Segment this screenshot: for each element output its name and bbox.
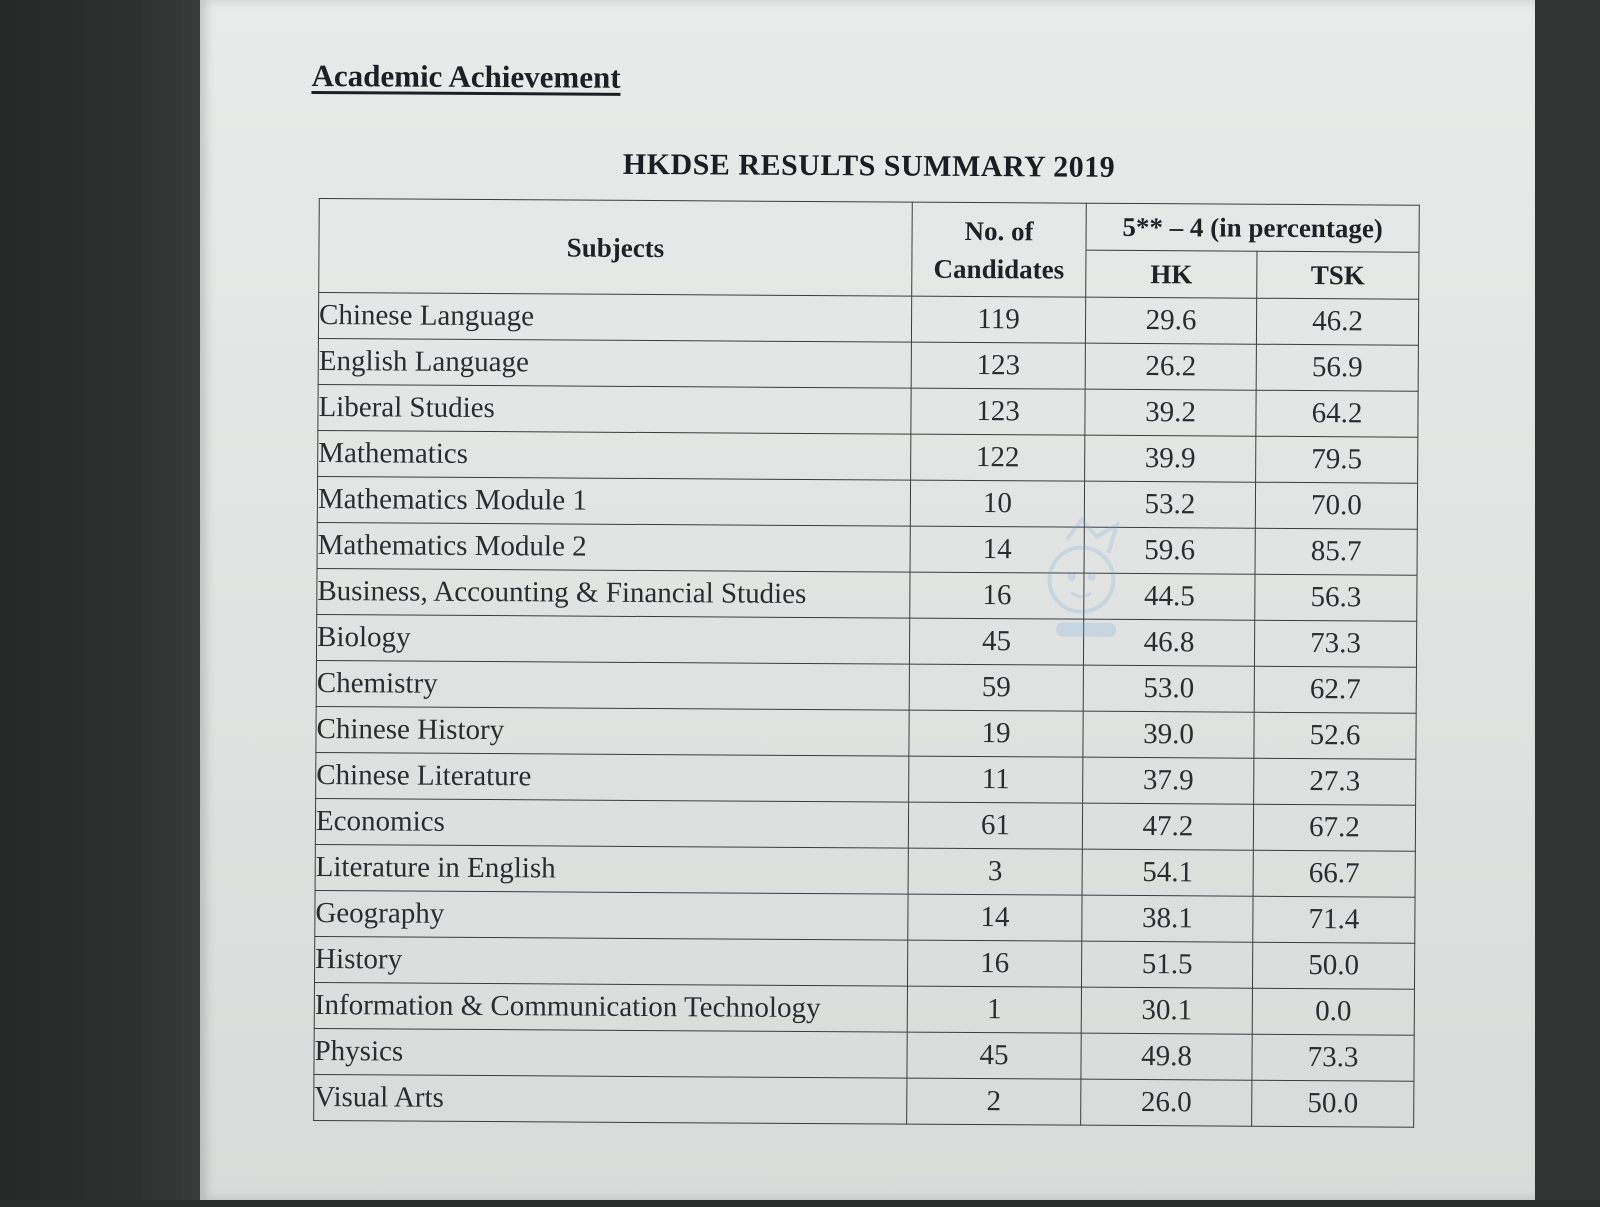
hk-percentage-cell: 47.2 bbox=[1082, 803, 1253, 850]
hk-percentage-cell: 49.8 bbox=[1081, 1033, 1252, 1080]
hk-percentage-cell: 39.2 bbox=[1085, 389, 1256, 436]
header-grade-group: 5** – 4 (in percentage) bbox=[1086, 203, 1419, 252]
tsk-percentage-cell: 27.3 bbox=[1254, 758, 1416, 805]
subject-cell: Economics bbox=[315, 798, 908, 848]
tsk-percentage-cell: 50.0 bbox=[1252, 1080, 1414, 1127]
candidates-cell: 16 bbox=[907, 940, 1081, 987]
hk-percentage-cell: 53.0 bbox=[1083, 665, 1254, 712]
candidates-cell: 123 bbox=[911, 342, 1085, 389]
candidates-cell: 119 bbox=[911, 296, 1085, 343]
subject-cell: Chinese History bbox=[316, 706, 909, 756]
subject-cell: Chinese Language bbox=[318, 292, 911, 342]
subject-cell: Information & Communication Technology bbox=[314, 982, 907, 1032]
tsk-percentage-cell: 52.6 bbox=[1254, 712, 1416, 759]
subject-cell: Liberal Studies bbox=[318, 384, 911, 434]
header-candidates: No. of Candidates bbox=[912, 202, 1087, 297]
header-subjects: Subjects bbox=[319, 198, 913, 296]
table-row bbox=[316, 752, 1416, 805]
table-row bbox=[318, 292, 1418, 345]
results-table bbox=[313, 198, 1420, 1128]
hk-percentage-cell: 37.9 bbox=[1083, 757, 1254, 804]
hk-percentage-cell: 59.6 bbox=[1084, 527, 1255, 574]
table-row bbox=[318, 384, 1418, 437]
tsk-percentage-cell: 73.3 bbox=[1254, 620, 1416, 667]
tsk-percentage-cell: 62.7 bbox=[1254, 666, 1416, 713]
document-page bbox=[200, 0, 1535, 1200]
tsk-percentage-cell: 73.3 bbox=[1252, 1034, 1414, 1081]
subject-cell: Physics bbox=[314, 1028, 907, 1078]
subject-cell: Mathematics bbox=[318, 430, 911, 480]
hk-percentage-cell: 26.2 bbox=[1085, 343, 1256, 390]
results-body bbox=[314, 292, 1419, 1127]
candidates-cell: 45 bbox=[907, 1032, 1081, 1079]
tsk-percentage-cell: 67.2 bbox=[1253, 804, 1415, 851]
candidates-cell: 45 bbox=[909, 618, 1083, 665]
table-row bbox=[314, 982, 1414, 1035]
table-row bbox=[318, 430, 1418, 483]
tsk-percentage-cell: 70.0 bbox=[1255, 482, 1417, 529]
candidates-cell: 2 bbox=[907, 1078, 1081, 1125]
subject-cell: Geography bbox=[315, 890, 908, 940]
document-title: HKDSE RESULTS SUMMARY 2019 bbox=[622, 147, 1116, 184]
subject-cell: Business, Accounting & Financial Studies bbox=[317, 568, 910, 618]
tsk-percentage-cell: 56.9 bbox=[1256, 344, 1418, 391]
hk-percentage-cell: 54.1 bbox=[1082, 849, 1253, 896]
candidates-cell: 123 bbox=[911, 388, 1085, 435]
table-row bbox=[315, 890, 1415, 943]
hk-percentage-cell: 44.5 bbox=[1084, 573, 1255, 620]
hk-percentage-cell: 53.2 bbox=[1084, 481, 1255, 528]
hk-percentage-cell: 38.1 bbox=[1082, 895, 1253, 942]
candidates-cell: 122 bbox=[911, 434, 1085, 481]
document-content bbox=[313, 0, 1420, 1207]
table-row bbox=[316, 706, 1416, 759]
background-left bbox=[0, 0, 200, 1200]
section-heading: Academic Achievement bbox=[311, 57, 621, 95]
tsk-percentage-cell: 71.4 bbox=[1253, 896, 1415, 943]
subject-cell: Chinese Literature bbox=[316, 752, 909, 802]
table-row bbox=[315, 798, 1415, 851]
tsk-percentage-cell: 0.0 bbox=[1252, 988, 1414, 1035]
tsk-percentage-cell: 50.0 bbox=[1252, 942, 1414, 989]
hk-percentage-cell: 30.1 bbox=[1081, 987, 1252, 1034]
subject-cell: English Language bbox=[318, 338, 911, 388]
candidates-cell: 10 bbox=[910, 480, 1084, 527]
hk-percentage-cell: 51.5 bbox=[1081, 941, 1252, 988]
candidates-cell: 3 bbox=[908, 848, 1082, 895]
table-row bbox=[316, 614, 1416, 667]
candidates-cell: 59 bbox=[909, 664, 1083, 711]
background-right bbox=[1535, 0, 1600, 1200]
table-row bbox=[315, 844, 1415, 897]
candidates-cell: 11 bbox=[909, 756, 1083, 803]
table-row bbox=[314, 1074, 1414, 1127]
candidates-cell: 16 bbox=[910, 572, 1084, 619]
candidates-cell: 14 bbox=[910, 526, 1084, 573]
candidates-cell: 61 bbox=[908, 802, 1082, 849]
subject-cell: Literature in English bbox=[315, 844, 908, 894]
header-hk: HK bbox=[1086, 250, 1257, 298]
hk-percentage-cell: 26.0 bbox=[1081, 1079, 1252, 1126]
hk-percentage-cell: 39.0 bbox=[1083, 711, 1254, 758]
tsk-percentage-cell: 85.7 bbox=[1255, 528, 1417, 575]
tsk-percentage-cell: 66.7 bbox=[1253, 850, 1415, 897]
table-row bbox=[317, 568, 1417, 621]
hk-percentage-cell: 29.6 bbox=[1085, 297, 1256, 344]
table-row bbox=[316, 660, 1416, 713]
subject-cell: Chemistry bbox=[316, 660, 909, 710]
tsk-percentage-cell: 64.2 bbox=[1256, 390, 1418, 437]
table-row bbox=[314, 936, 1414, 989]
subject-cell: Visual Arts bbox=[314, 1074, 907, 1124]
candidates-cell: 19 bbox=[909, 710, 1083, 757]
table-row bbox=[317, 522, 1417, 575]
watermark-mascot-icon bbox=[1036, 504, 1147, 655]
hk-percentage-cell: 46.8 bbox=[1083, 619, 1254, 666]
tsk-percentage-cell: 46.2 bbox=[1256, 298, 1418, 345]
candidates-cell: 14 bbox=[908, 894, 1082, 941]
subject-cell: History bbox=[314, 936, 907, 986]
subject-cell: Mathematics Module 1 bbox=[317, 476, 910, 526]
header-tsk: TSK bbox=[1257, 251, 1419, 299]
subject-cell: Biology bbox=[316, 614, 909, 664]
tsk-percentage-cell: 56.3 bbox=[1255, 574, 1417, 621]
candidates-cell: 1 bbox=[907, 986, 1081, 1033]
table-row bbox=[317, 476, 1417, 529]
tsk-percentage-cell: 79.5 bbox=[1256, 436, 1418, 483]
table-row bbox=[314, 1028, 1414, 1081]
table-row bbox=[318, 338, 1418, 391]
subject-cell: Mathematics Module 2 bbox=[317, 522, 910, 572]
hk-percentage-cell: 39.9 bbox=[1085, 435, 1256, 482]
